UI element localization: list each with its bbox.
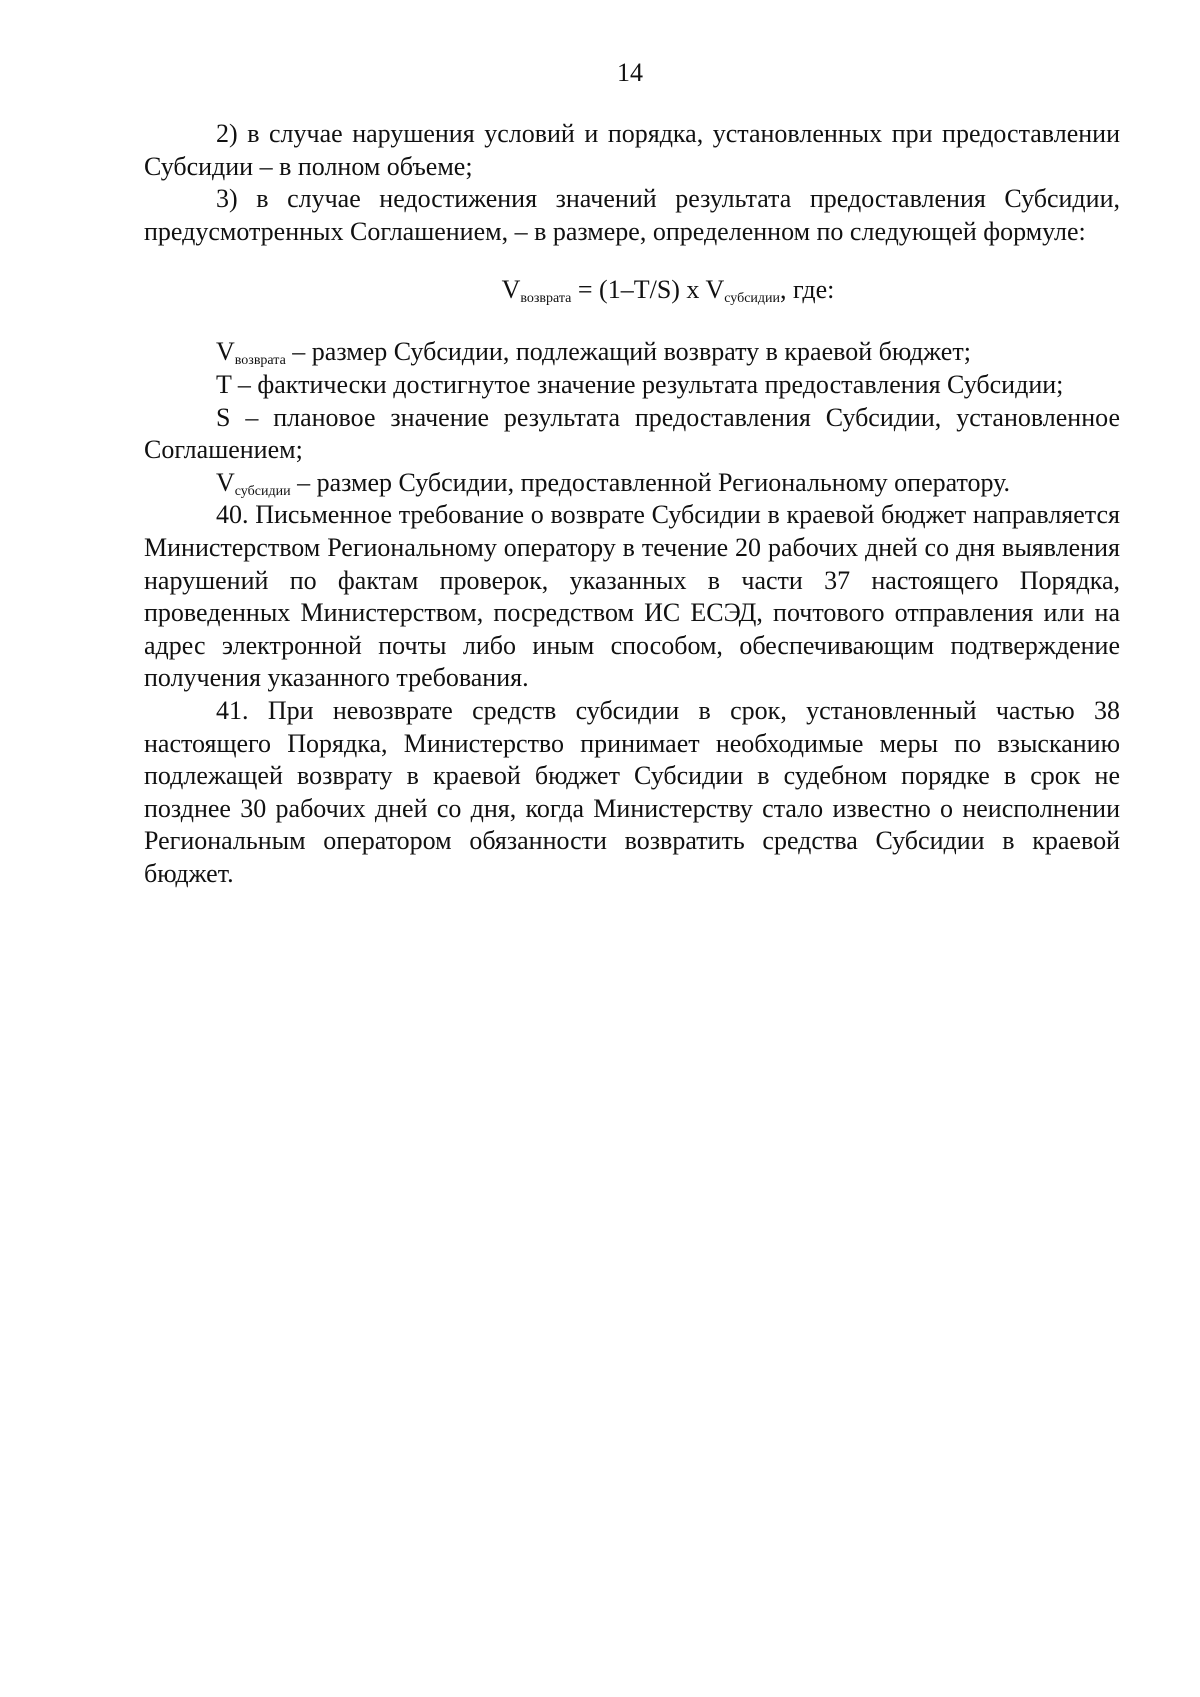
definition-v-subsidy-sub: субсидии [234,483,291,499]
definition-v-return [144,336,1120,369]
formula-middle: = (1–T/S) x V [571,275,725,305]
definition-v-subsidy-text: – размер Субсидии, предоставленной Региональному оператору. [290,467,1011,497]
definition-v-subsidy [144,467,1120,500]
definition-v-return-text: – размер Субсидии, подлежащий возврату в краевой бюджет; [285,337,971,367]
definition-v-return-sub: возврата [234,353,286,369]
page-number: 14 [617,58,643,87]
paragraph-item-3: 3) в случае недостижения значений результата предоставления Субсидии, предусмотренных Соглашением, – в размере, определенном по следующей формуле: [144,184,1120,246]
definition-v-return-symbol: V [216,337,235,367]
return-formula [144,272,1120,308]
document-body [144,118,1120,890]
paragraph-41: 41. При невозврате средств субсидии в срок, установленный частью 38 настоящего Порядка, Министерство принимает необходимые меры по взысканию подлежащей возврату в краевой бюджет Субсидии в судебном порядке в срок не позднее 30 рабочих дней со дня, когда Министерству стало известно о неисполнении Региональным оператором обязанности возвратить средства Субсидии в краевой бюджет. [144,695,1120,888]
definition-v-subsidy-symbol: V [216,467,235,497]
definition-t: T – фактически достигнутое значение результата предоставления Субсидии; [216,369,1064,399]
formula-sub-return: возврата [520,291,572,307]
formula-tail: , где: [780,275,835,305]
paragraph-40: 40. Письменное требование о возврате Субсидии в краевой бюджет направляется Министерством Региональному оператору в течение 20 рабочих дней со дня выявления нарушений по фактам проверок, указанных в части 37 настоящего Порядка, проведенных Министерством, посредством ИС ЕСЭД, почтового отправления или на адрес электронной почты либо иным способом, обеспечивающим подтверждение получения указанного требования. [144,500,1120,693]
formula-sub-subsidy: субсидии [724,291,781,307]
definition-s: S – плановое значение результата предоставления Субсидии, установленное Соглашением; [144,402,1120,465]
formula-v-symbol: V [501,275,521,305]
paragraph-item-2: 2) в случае нарушения условий и порядка, установленных при предоставлении Субсидии – в полном объеме; [144,119,1120,181]
